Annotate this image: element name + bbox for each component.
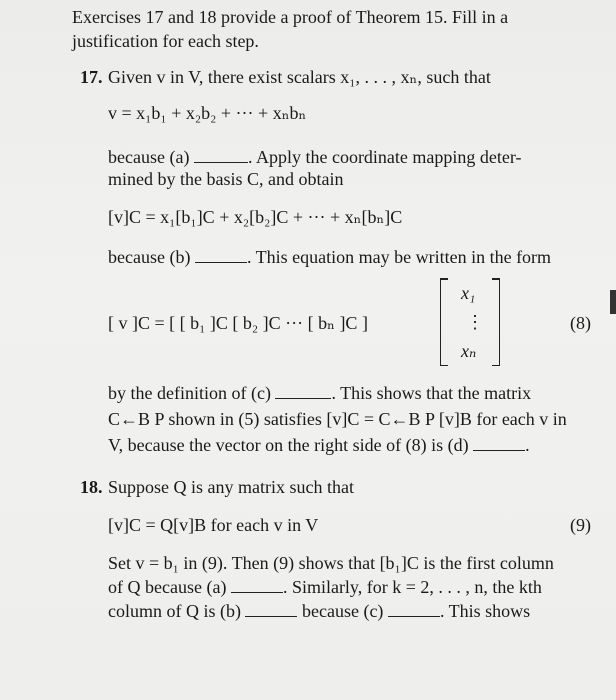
ex17-line-5-end: . This shows that the matrix [331, 383, 532, 403]
ex17-line-3: mined by the basis C, and obtain [108, 169, 344, 189]
blank-17b[interactable] [195, 248, 247, 263]
ex17-line-4-end: . This equation may be written in the form [246, 247, 552, 267]
ex17-line-1: Given v in V, there exist scalars x₁, . . . , xₙ, such that [108, 67, 491, 87]
ex17-line-4 [108, 246, 551, 268]
ex17-line-2-end: . Apply the coordinate mapping deter- [247, 147, 522, 167]
ex18-line-4-middle: because (c) [301, 601, 384, 621]
intro-line-1: Exercises 17 and 18 provide a proof of Theorem 15. Fill in a [72, 7, 509, 27]
blank-18b[interactable] [245, 602, 297, 617]
blank-18a[interactable] [231, 578, 283, 593]
vector-dots: ⋮ [466, 312, 484, 332]
ex18-line-4-start: column of Q is (b) [108, 601, 241, 621]
ex17-line-6: C←B P shown in (5) satisfies [v]C = C←B P [v]B for each v in [108, 409, 567, 429]
ex17-equation-2: [v]C = x₁[b₁]C + x₂[b₂]C + ··· + xₙ[bₙ]C [108, 207, 403, 227]
ex17-line-7 [108, 434, 530, 456]
ex18-line-3 [108, 576, 542, 598]
blank-17c[interactable] [275, 384, 331, 399]
equation-number-8: (8) [570, 313, 591, 333]
ex17-line-7-start: V, because the vector on the right side of (8) is (d) [108, 435, 469, 455]
ex18-line-4 [108, 600, 530, 622]
coordinate-vector [440, 278, 500, 366]
vector-bottom-entry: xₙ [461, 341, 477, 361]
ex18-line-3-start: of Q because (a) [108, 577, 227, 597]
ex17-line-4-start: because (b) [108, 247, 191, 267]
ex18-line-1: Suppose Q is any matrix such that [108, 477, 354, 497]
ex17-line-5 [108, 382, 531, 404]
ex18-line-2: Set v = b₁ in (9). Then (9) shows that [b₁]C is the first column [108, 553, 554, 573]
exercise-17-number: 17. [80, 67, 103, 87]
page-edge-mark [610, 290, 616, 314]
exercise-18-number: 18. [80, 477, 103, 497]
ex18-line-4-end: . This shows [439, 601, 531, 621]
ex18-equation: [v]C = Q[v]B for each v in V [108, 515, 319, 535]
ex17-line-2 [108, 146, 522, 168]
ex17-equation-1: v = x₁b₁ + x₂b₂ + ··· + xₙbₙ [108, 103, 307, 123]
blank-17a[interactable] [194, 148, 248, 163]
equation-number-9: (9) [570, 515, 591, 535]
ex17-line-5-start: by the definition of (c) [108, 383, 271, 403]
ex17-line-2-start: because (a) [108, 147, 190, 167]
ex17-equation-3: [ v ]C = [ [ b₁ ]C [ b₂ ]C ··· [ bₙ ]C ] [108, 313, 368, 333]
vector-top-entry: x₁ [461, 283, 476, 303]
blank-18c[interactable] [388, 602, 440, 617]
blank-17d[interactable] [473, 436, 525, 451]
intro-line-2: justification for each step. [72, 31, 259, 51]
ex17-line-7-end: . [525, 435, 530, 455]
ex18-line-3-end: . Similarly, for k = 2, . . . , n, the kth [282, 577, 542, 597]
